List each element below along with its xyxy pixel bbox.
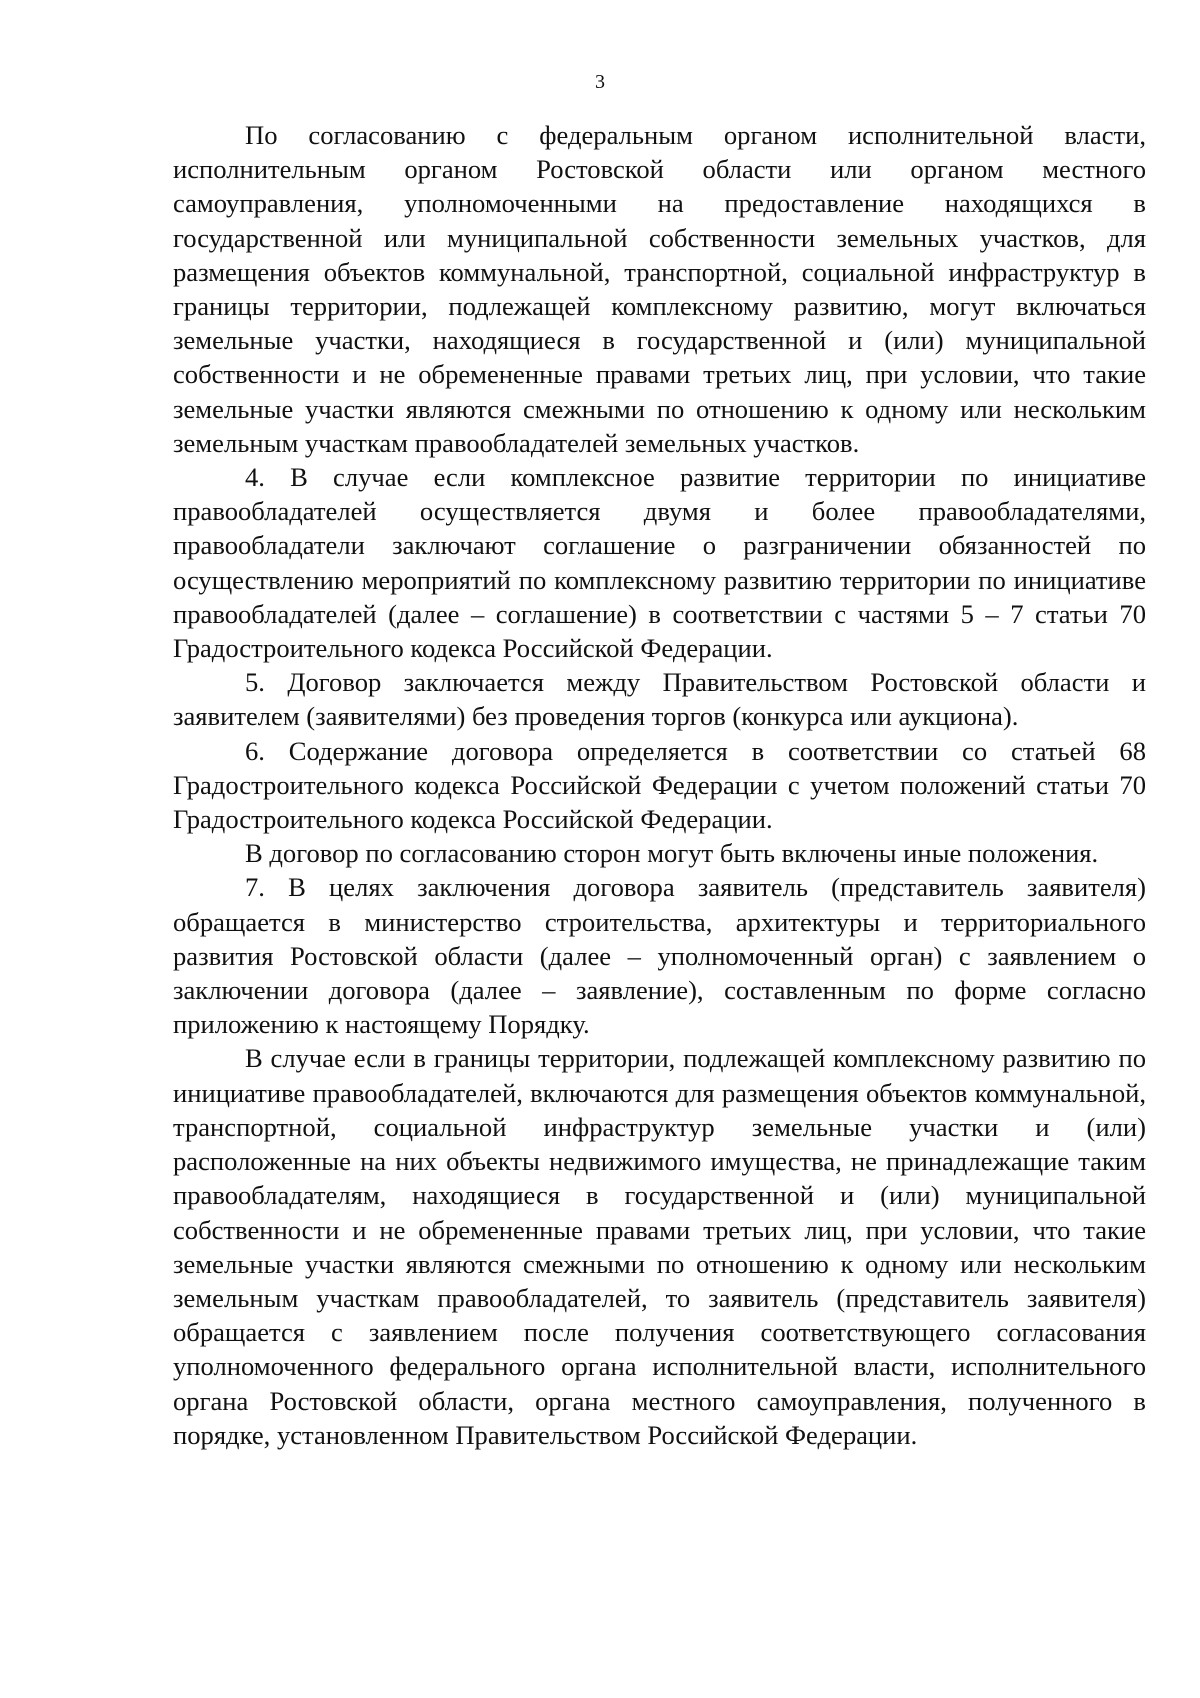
- paragraph-land-plots-approval: По согласованию с федеральным органом исполнительной власти, исполнительным органом Ростовской области или органом местного самоуправления, уполномоченными на предоставление находящихся в государственной или муниципальной собственности земельных участков, для размещения объектов коммунальной, транспортной, социальной инфраструктур в границы территории, подлежащей комплексному развитию, могут включаться земельные участки, находящиеся в государственной и (или) муниципальной собственности и не обремененные правами третьих лиц, при условии, что такие земельные участки являются смежными по отношению к одному или нескольким земельным участкам правообладателей земельных участков.: [173, 120, 1146, 458]
- paragraph-5-contract-parties: 5. Договор заключается между Правительством Ростовской области и заявителем (заявителями) без проведения торгов (конкурса или аукциона).: [173, 667, 1146, 732]
- page-number: 3: [595, 71, 605, 93]
- paragraph-other-provisions: В договор по согласованию сторон могут быть включены иные положения.: [245, 838, 1099, 869]
- paragraph-6-contract-content: 6. Содержание договора определяется в соответствии со статьей 68 Градостроительного кодекса Российской Федерации с учетом положений статьи 70 Градостроительного кодекса Российской Федерации.: [173, 735, 1146, 835]
- paragraph-4-agreement: 4. В случае если комплексное развитие территории по инициативе правообладателей осуществляется двумя и более правообладателями, правообладатели заключают соглашение о разграничении обязанностей по осуществлению мероприятий по комплексному развитию территории по инициативе правообладателей (далее – соглашение) в соответствии с частями 5 – 7 статьи 70 Градостроительного кодекса Российской Федерации.: [173, 462, 1146, 664]
- paragraph-7-application: 7. В целях заключения договора заявитель (представитель заявителя) обращается в министерство строительства, архитектуры и территориального развития Ростовской области (далее – уполномоченный орган) с заявлением о заключении договора (далее – заявление), составленным по форме согласно приложению к настоящему Порядку.: [173, 872, 1146, 1040]
- document-body: [173, 118, 1146, 1452]
- paragraph-application-after-approval: В случае если в границы территории, подлежащей комплексному развитию по инициативе правообладателей, включаются для размещения объектов коммунальной, транспортной, социальной инфраструктур земельные участки и (или) расположенные на них объекты недвижимого имущества, не принадлежащие таким правообладателям, находящиеся в государственной и (или) муниципальной собственности и не обремененные правами третьих лиц, при условии, что такие земельные участки являются смежными по отношению к одному или нескольким земельным участкам правообладателей, то заявитель (представитель заявителя) обращается с заявлением после получения соответствующего согласования уполномоченного федерального органа исполнительной власти, исполнительного органа Ростовской области, органа местного самоуправления, полученного в порядке, установленном Правительством Российской Федерации.: [173, 1043, 1146, 1450]
